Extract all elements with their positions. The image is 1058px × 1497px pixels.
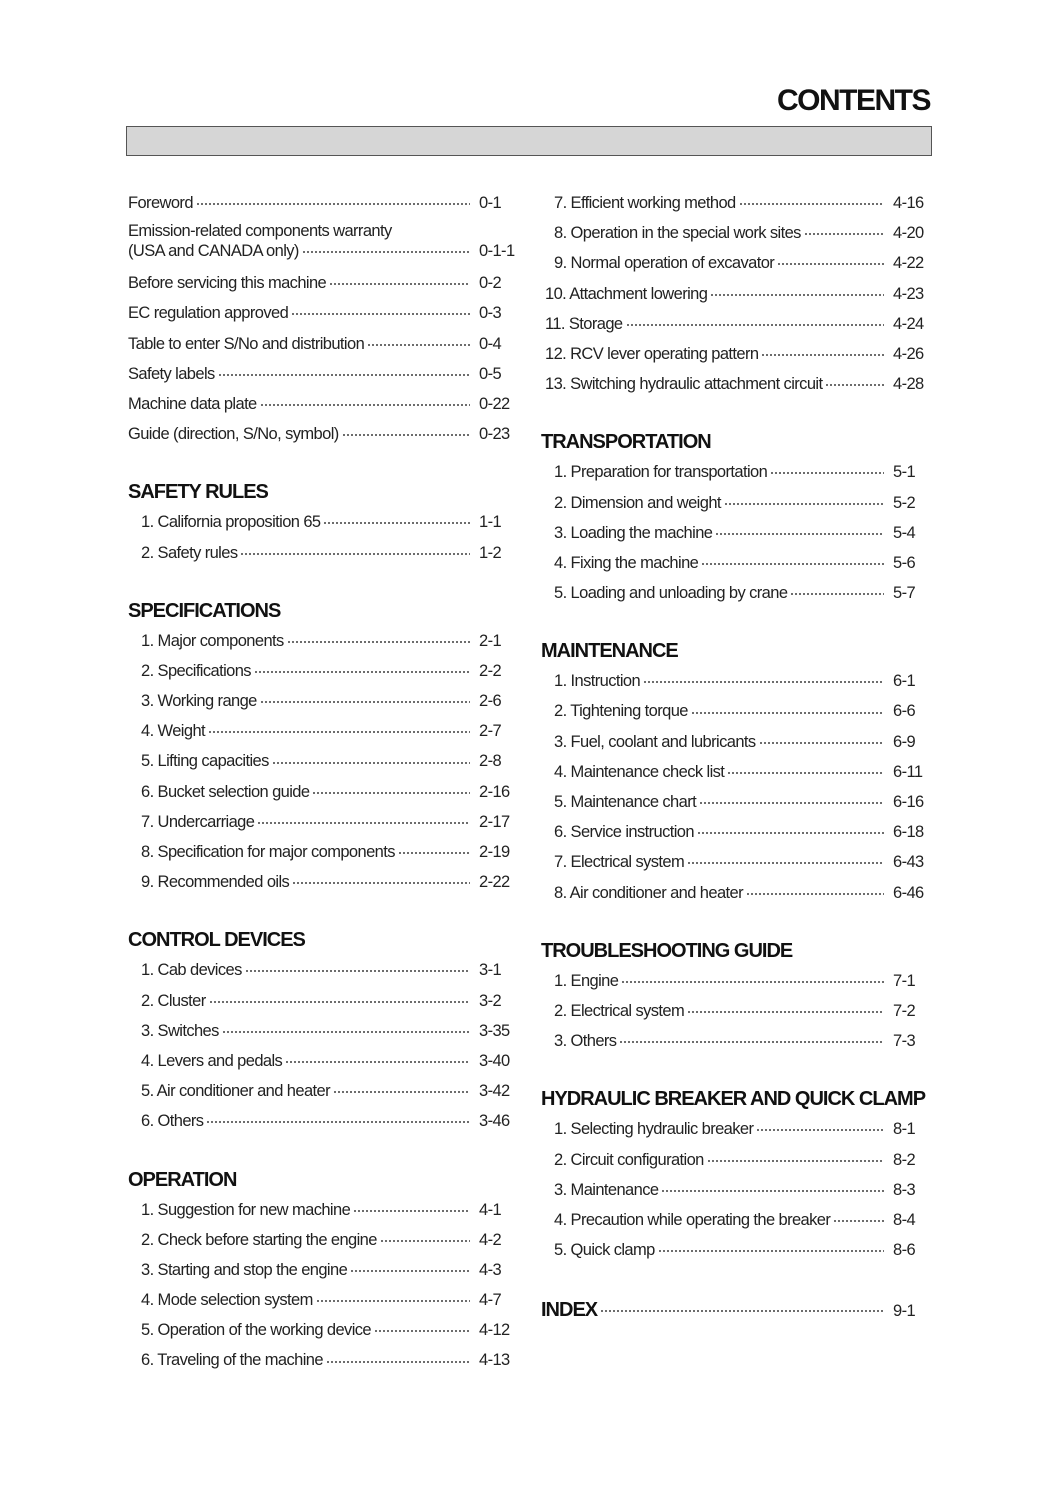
toc-entry-text: 7. Undercarriage xyxy=(141,812,255,831)
toc-entry-text: 4. Mode selection system xyxy=(141,1291,313,1310)
page-number: 9-1 xyxy=(893,1302,916,1321)
dot-leader xyxy=(342,432,470,438)
toc-entry[interactable] xyxy=(541,817,929,847)
toc-entry-text: 4. Weight xyxy=(141,722,205,741)
section-heading: SAFETY RULES xyxy=(128,481,268,504)
toc-entry-text: 5. Operation of the working device xyxy=(141,1321,371,1340)
toc-entry[interactable] xyxy=(541,1175,929,1205)
dot-leader xyxy=(619,1039,884,1045)
toc-entry-text: 2. Circuit configuration xyxy=(554,1150,704,1169)
section-heading: CONTROL DEVICES xyxy=(128,929,305,952)
dot-leader xyxy=(260,402,470,408)
dot-leader xyxy=(209,999,470,1005)
toc-entry-text: 13. Switching hydraulic attachment circuit xyxy=(545,375,823,394)
toc-entry[interactable] xyxy=(128,837,515,867)
toc-entry[interactable] xyxy=(541,666,929,696)
toc-entry[interactable] xyxy=(128,1345,515,1375)
page-number: 4-26 xyxy=(893,344,924,363)
toc-entry-text: 2. Dimension and weight xyxy=(554,493,721,512)
toc-entry-text: 3. Loading the machine xyxy=(554,523,713,542)
toc-entry-text: 1. Major components xyxy=(141,631,284,650)
toc-entry-text: Foreword xyxy=(128,194,193,212)
toc-entry-text: 9. Normal operation of excavator xyxy=(554,254,775,273)
page-number: 4-7 xyxy=(479,1291,502,1310)
page-number: 0-1 xyxy=(479,194,502,212)
dot-leader xyxy=(759,740,884,746)
toc-entry-text: Machine data plate xyxy=(128,394,257,413)
index-entry[interactable] xyxy=(541,1293,929,1327)
toc-entry[interactable] xyxy=(541,696,929,726)
toc-entry-text: 5. Lifting capacities xyxy=(141,752,269,771)
toc-entry-text: EC regulation approved xyxy=(128,304,289,323)
page-number: 2-2 xyxy=(479,661,502,680)
toc-entry-text: 3. Fuel, coolant and lubricants xyxy=(554,732,756,751)
toc-entry[interactable] xyxy=(128,359,515,389)
page-number: 6-43 xyxy=(893,853,924,872)
toc-entry-text: 1. Selecting hydraulic breaker xyxy=(554,1120,754,1139)
toc-entry[interactable] xyxy=(541,279,929,309)
toc-entry[interactable] xyxy=(541,996,929,1026)
page-number: 3-46 xyxy=(479,1112,510,1131)
dot-leader xyxy=(739,201,884,207)
toc-entry[interactable] xyxy=(128,867,515,897)
page-number: 6-46 xyxy=(893,883,924,902)
toc-entry[interactable] xyxy=(541,727,929,757)
toc-entry[interactable] xyxy=(128,389,515,419)
page-number: 4-1 xyxy=(479,1200,502,1219)
toc-entry[interactable] xyxy=(541,188,929,218)
page-number: 1-1 xyxy=(479,513,502,532)
toc-entry[interactable] xyxy=(128,268,515,298)
toc-entry-text: 11. Storage xyxy=(545,314,623,333)
dot-leader xyxy=(285,1059,470,1065)
toc-entry-text: 5. Quick clamp xyxy=(554,1241,655,1260)
section-heading: SPECIFICATIONS xyxy=(128,599,281,622)
page-number: 8-2 xyxy=(893,1150,916,1169)
dot-leader xyxy=(643,679,884,685)
page-number: 4-3 xyxy=(479,1260,502,1279)
toc-entry-text: 4. Maintenance check list xyxy=(554,762,725,781)
toc-entry[interactable] xyxy=(541,339,929,369)
dot-leader xyxy=(699,800,884,806)
toc-entry-text: Guide (direction, S/No, symbol) xyxy=(128,425,339,444)
toc-entry[interactable] xyxy=(541,369,929,399)
toc-entry-text: 3. Switches xyxy=(141,1021,219,1040)
toc-entry-text: 10. Attachment lowering xyxy=(545,284,708,303)
page-number: 2-1 xyxy=(479,631,502,650)
page-number: 3-1 xyxy=(479,961,502,980)
toc-entry-text: Safety labels xyxy=(128,364,215,383)
toc-entry-text: 1. Cab devices xyxy=(141,961,242,980)
toc-entry-text: 12. RCV lever operating pattern xyxy=(545,344,759,363)
page-number: 2-19 xyxy=(479,843,510,861)
toc-entry[interactable] xyxy=(541,1114,929,1144)
toc-entry-text: 1. Preparation for transportation xyxy=(554,463,768,482)
page-number: 0-5 xyxy=(479,364,502,383)
page-number: 8-4 xyxy=(893,1210,916,1229)
toc-entry-text: 8. Specification for major components xyxy=(141,843,395,861)
toc-entry-text-line1: Emission-related components warranty xyxy=(128,222,392,241)
page-number: 4-23 xyxy=(893,284,924,303)
dot-leader xyxy=(323,520,470,526)
toc-entry[interactable] xyxy=(541,878,929,908)
toc-entry[interactable] xyxy=(128,218,515,268)
toc-entry-text: 5. Air conditioner and heater xyxy=(141,1082,330,1101)
right-column xyxy=(541,188,929,1327)
page-number: 5-4 xyxy=(893,523,916,542)
toc-entry-text: Table to enter S/No and distribution xyxy=(128,334,365,353)
dot-leader xyxy=(707,1158,884,1164)
page-number: 4-24 xyxy=(893,314,924,333)
page-number: 8-3 xyxy=(893,1180,916,1199)
toc-entry[interactable] xyxy=(541,518,929,548)
dot-leader xyxy=(833,1218,884,1224)
page-number: 2-7 xyxy=(479,722,502,741)
toc-entry[interactable] xyxy=(128,686,515,716)
dot-leader xyxy=(600,1308,884,1314)
toc-entry-text: 2. Cluster xyxy=(141,991,206,1010)
dot-leader xyxy=(292,880,470,886)
toc-entry[interactable] xyxy=(128,507,515,537)
dot-leader xyxy=(804,231,884,237)
page-number: 4-28 xyxy=(893,375,924,394)
dot-leader xyxy=(374,1328,470,1334)
toc-entry-text: 4. Fixing the machine xyxy=(554,553,699,572)
toc-entry-text: 1. Suggestion for new machine xyxy=(141,1200,351,1219)
dot-leader xyxy=(206,1119,470,1125)
toc-entry-text: 6. Service instruction xyxy=(554,823,694,842)
page-number: 6-18 xyxy=(893,823,924,842)
toc-entry[interactable] xyxy=(541,1145,929,1175)
toc-entry[interactable] xyxy=(128,1285,515,1315)
dot-leader xyxy=(715,531,884,537)
toc-entry[interactable] xyxy=(128,1315,515,1345)
toc-entry-text: 6. Traveling of the machine xyxy=(141,1351,323,1370)
dot-leader xyxy=(316,1298,470,1304)
toc-entry[interactable] xyxy=(128,329,515,359)
toc-entry[interactable] xyxy=(128,777,515,807)
toc-entry[interactable] xyxy=(541,757,929,787)
toc-entry-text: 3. Working range xyxy=(141,692,257,711)
dot-leader xyxy=(380,1238,470,1244)
page-title: CONTENTS xyxy=(777,84,930,117)
toc-entry-text: 1. Instruction xyxy=(554,672,641,691)
toc-entry-text: 8. Operation in the special work sites xyxy=(554,224,801,243)
toc-entry-text: 9. Recommended oils xyxy=(141,873,290,892)
page-number: 4-20 xyxy=(893,224,924,243)
toc-entry[interactable] xyxy=(541,218,929,248)
page-number: 2-8 xyxy=(479,752,502,771)
toc-entry-text: 3. Others xyxy=(554,1032,617,1051)
toc-entry[interactable] xyxy=(128,716,515,746)
dot-leader xyxy=(621,979,884,985)
toc-entry-text: 6. Bucket selection guide xyxy=(141,782,310,801)
page-number: 7-3 xyxy=(893,1032,916,1051)
dot-leader xyxy=(272,760,470,766)
toc-entry-text: 6. Others xyxy=(141,1112,204,1131)
toc-entry[interactable] xyxy=(541,309,929,339)
dot-leader xyxy=(687,860,884,866)
dot-leader xyxy=(350,1268,470,1274)
toc-entry[interactable] xyxy=(128,746,515,776)
page-number: 5-2 xyxy=(893,493,916,512)
toc-entry-text: 2. Specifications xyxy=(141,661,251,680)
dot-leader xyxy=(710,292,884,298)
toc-entry-text: Before servicing this machine xyxy=(128,274,327,293)
toc-entry[interactable] xyxy=(541,488,929,518)
dot-leader xyxy=(701,561,884,567)
toc-entry[interactable] xyxy=(128,298,515,328)
dot-leader xyxy=(260,699,470,705)
section-heading: TROUBLESHOOTING GUIDE xyxy=(541,939,793,962)
page-number: 0-1-1 xyxy=(479,242,515,261)
toc-entry[interactable] xyxy=(128,1255,515,1285)
toc-entry[interactable] xyxy=(128,188,515,218)
dot-leader xyxy=(691,710,884,716)
toc-entry[interactable] xyxy=(541,457,929,487)
toc-entry-text: (USA and CANADA only) xyxy=(128,242,299,261)
page-number: 8-6 xyxy=(893,1241,916,1260)
toc-entry-text: 4. Levers and pedals xyxy=(141,1051,283,1070)
page-number: 3-2 xyxy=(479,991,502,1010)
dot-leader xyxy=(724,501,884,507)
toc-entry[interactable] xyxy=(128,1106,515,1136)
toc-entry[interactable] xyxy=(541,787,929,817)
page-number: 0-23 xyxy=(479,425,510,444)
dot-leader xyxy=(333,1089,470,1095)
toc-entry[interactable] xyxy=(128,1016,515,1046)
page-number: 2-17 xyxy=(479,812,510,831)
toc-entry[interactable] xyxy=(128,656,515,686)
dot-leader xyxy=(658,1248,884,1254)
dot-leader xyxy=(790,591,884,597)
page-number: 3-35 xyxy=(479,1021,510,1040)
toc-entry-text: 1. California proposition 65 xyxy=(141,513,321,532)
page-number: 1-2 xyxy=(479,543,502,562)
dot-leader xyxy=(367,342,470,348)
page-number: 3-42 xyxy=(479,1082,510,1101)
dot-leader xyxy=(756,1127,884,1133)
dot-leader xyxy=(770,470,884,476)
section-heading: OPERATION xyxy=(128,1168,237,1191)
toc-entry-text: 1. Engine xyxy=(554,971,619,990)
toc-entry-text: 5. Maintenance chart xyxy=(554,793,697,811)
toc-entry-text: 2. Tightening torque xyxy=(554,702,688,721)
left-column xyxy=(128,188,515,1376)
dot-leader xyxy=(291,311,470,317)
toc-entry[interactable] xyxy=(128,1076,515,1106)
toc-entry[interactable] xyxy=(541,1026,929,1056)
index-heading: INDEX xyxy=(541,1299,598,1322)
toc-entry[interactable] xyxy=(128,538,515,568)
toc-entry-text: 4. Precaution while operating the breaker xyxy=(554,1210,831,1229)
toc-entry[interactable] xyxy=(128,1195,515,1225)
page-number: 5-7 xyxy=(893,584,916,603)
section-heading: TRANSPORTATION xyxy=(541,431,711,454)
page-number: 7-2 xyxy=(893,1001,916,1020)
toc-entry[interactable] xyxy=(541,1205,929,1235)
page-number: 0-3 xyxy=(479,304,502,323)
toc-entry-text: 3. Starting and stop the engine xyxy=(141,1260,348,1279)
page-number: 6-1 xyxy=(893,672,916,691)
toc-entry[interactable] xyxy=(128,626,515,656)
dot-leader xyxy=(302,249,470,255)
page-number: 0-22 xyxy=(479,394,510,413)
dot-leader xyxy=(312,790,470,796)
page-number: 4-2 xyxy=(479,1230,502,1249)
page-number: 3-40 xyxy=(479,1051,510,1070)
toc-entry[interactable] xyxy=(128,419,515,449)
dot-leader xyxy=(196,201,470,207)
dot-leader xyxy=(727,770,884,776)
dot-leader xyxy=(257,820,470,826)
toc-entry[interactable] xyxy=(541,1235,929,1265)
dot-leader xyxy=(240,551,470,557)
toc-entry[interactable] xyxy=(128,986,515,1016)
toc-entry[interactable] xyxy=(128,1046,515,1076)
dot-leader xyxy=(287,639,470,645)
page-number: 6-16 xyxy=(893,793,924,811)
toc-entry-text: 3. Maintenance xyxy=(554,1180,659,1199)
dot-leader xyxy=(208,729,470,735)
page-number: 6-9 xyxy=(893,732,916,751)
dot-leader xyxy=(326,1359,470,1365)
toc-entry[interactable] xyxy=(128,807,515,837)
page-number: 4-12 xyxy=(479,1321,510,1340)
section-heading: HYDRAULIC BREAKER AND QUICK CLAMP xyxy=(541,1088,926,1111)
page-number: 6-11 xyxy=(893,762,923,781)
toc-entry-text: 2. Check before starting the engine xyxy=(141,1230,377,1249)
page-number: 5-6 xyxy=(893,553,916,572)
dot-leader xyxy=(218,372,470,378)
dot-leader xyxy=(661,1188,884,1194)
page-number: 5-1 xyxy=(893,463,916,482)
dot-leader xyxy=(254,669,470,675)
page-number: 4-22 xyxy=(893,254,924,273)
page-number: 4-16 xyxy=(893,194,924,212)
title-bar xyxy=(126,126,932,156)
page-number: 6-6 xyxy=(893,702,916,721)
dot-leader xyxy=(687,1009,884,1015)
dot-leader xyxy=(245,968,470,974)
section-heading: MAINTENANCE xyxy=(541,640,678,663)
page-number: 8-1 xyxy=(893,1120,916,1139)
page-number: 7-1 xyxy=(893,971,916,990)
toc-entry-text: 7. Efficient working method xyxy=(554,194,736,212)
toc-entry-text: 2. Safety rules xyxy=(141,543,238,562)
page-number: 2-6 xyxy=(479,692,502,711)
dot-leader xyxy=(777,261,884,267)
page-number: 0-4 xyxy=(479,334,502,353)
page-number: 2-22 xyxy=(479,873,510,892)
toc-entry[interactable] xyxy=(128,1225,515,1255)
dot-leader xyxy=(222,1029,470,1035)
dot-leader xyxy=(746,891,884,897)
dot-leader xyxy=(398,850,470,856)
toc-entry[interactable] xyxy=(128,955,515,985)
toc-entry-text: 8. Air conditioner and heater xyxy=(554,883,743,902)
toc-entry[interactable] xyxy=(541,847,929,877)
dot-leader xyxy=(825,382,884,388)
toc-entry[interactable] xyxy=(541,578,929,608)
page-number: 4-13 xyxy=(479,1351,510,1370)
toc-entry[interactable] xyxy=(541,548,929,578)
dot-leader xyxy=(329,281,470,287)
page-number: 0-2 xyxy=(479,274,502,293)
dot-leader xyxy=(761,352,884,358)
page-number: 2-16 xyxy=(479,782,510,801)
dot-leader xyxy=(697,830,884,836)
dot-leader xyxy=(626,322,885,328)
dot-leader xyxy=(353,1208,470,1214)
toc-entry-text: 7. Electrical system xyxy=(554,853,685,872)
toc-entry[interactable] xyxy=(541,248,929,278)
toc-entry[interactable] xyxy=(541,966,929,996)
toc-entry-text: 2. Electrical system xyxy=(554,1001,685,1020)
toc-entry-text: 5. Loading and unloading by crane xyxy=(554,584,788,603)
